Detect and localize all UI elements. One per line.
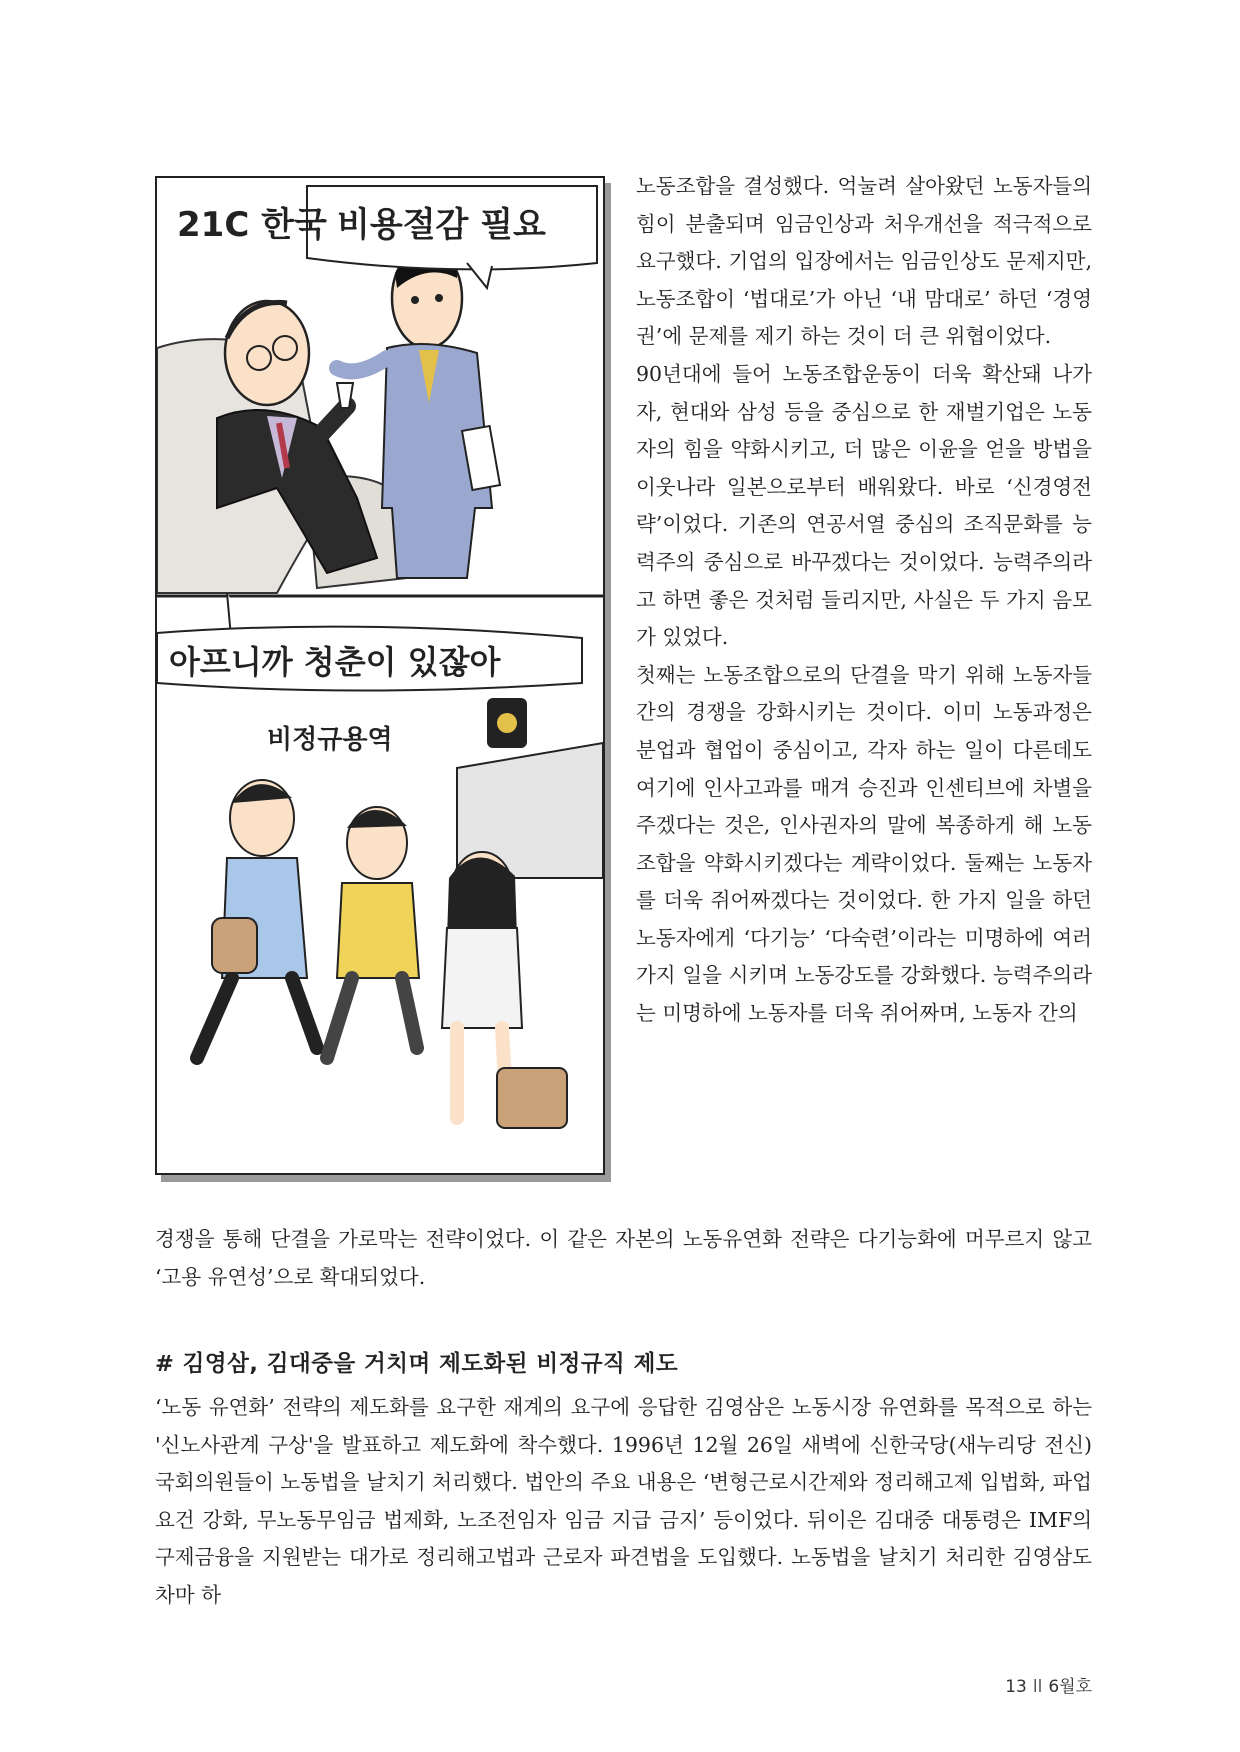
section-heading: # 김영삼, 김대중을 거치며 제도화된 비정규직 제도 [155, 1351, 679, 1377]
paragraph: 90년대에 들어 노동조합운동이 더욱 확산돼 나가자, 현대와 삼성 등을 중심으로 한 재벌기업은 노동자의 힘을 약화시키고, 더 많은 이윤을 얻을 방법을 이웃나라 일본으로부터 배워왔다. 바로 ‘신경영전략’이었다. 기존의 연공서열 중심의 조직문화를 능력주의 중심으로 바꾸겠다는 것이었다. 능력주의라고 하면 좋은 것처럼 들리지만, 사실은 두 가지 음모가 있었다. [636, 361, 1092, 650]
comic-panel-1 [157, 178, 603, 593]
comic-panel-2 [157, 593, 603, 1173]
page-footer [1005, 1672, 1092, 1697]
comic-speech-cost-cutting: 비용절감 필요 [337, 205, 546, 245]
paragraph: 첫째는 노동조합으로의 단결을 막기 위해 노동자들 간의 경쟁을 강화시키는 것이다. 이미 노동과정은 분업과 협업이 중심이고, 각자 하는 일이 다른데도 여기에 인사고과를 매겨 승진과 인센티브에 차별을 주겠다는 것은, 인사권자의 말에 복종하게 해 노동조합을 약화시키겠다는 계략이었다. 둘째는 노동자를 더욱 쥐어짜겠다는 것이었다. 한 가지 일을 하던 노동자에게 ‘다기능’ ‘다숙련’이라는 미명하에 여러 가지 일을 시키며 노동강도를 강화했다. 능력주의라는 미명하에 노동자를 더욱 쥐어짜며, 노동자 간의 [636, 662, 1092, 1026]
page-number: 13 [1005, 1677, 1027, 1697]
comic-caption-21c: 21C 한국 [177, 205, 327, 245]
comic-speech-youth: 아프니까 청춘이 있잖아 [169, 643, 501, 681]
full-width-text [155, 1221, 1092, 1296]
comic-illustration [155, 176, 605, 1175]
wrap-column-text [636, 168, 1092, 1033]
footer-separator: ll [1032, 1677, 1043, 1697]
section-body [155, 1389, 1092, 1615]
paragraph: 노동조합을 결성했다. 억눌려 살아왔던 노동자들의 힘이 분출되며 임금인상과 처우개선을 적극적으로 요구했다. 기업의 입장에서는 임금인상도 문제지만, 노동조합이 ‘법대로’가 아닌 ‘내 맘대로’ 하던 ‘경영권’에 문제를 제기 하는 것이 더 큰 위협이었다. [636, 174, 1092, 349]
comic-label-irregular-workers: 비정규용역 [267, 725, 393, 755]
paragraph: ‘노동 유연화’ 전략의 제도화를 요구한 재계의 요구에 응답한 김영삼은 노동시장 유연화를 목적으로 하는 '신노사관계 구상'을 발표하고 제도화에 착수했다. 1996년 12월 26일 새벽에 신한국당(새누리당 전신) 국회의원들이 노동법을 날치기 처리했다. 법안의 주요 내용은 ‘변형근로시간제와 정리해고제 입법화, 파업 요건 강화, 무노동무임금 법제화, 노조전임자 임금 지급 금지’ 등이었다. 뒤이은 김대중 대통령은 IMF의 구제금융을 지원받는 대가로 정리해고법과 근로자 파견법을 도입했다. 노동법을 날치기 처리한 김영삼도 차마 하 [155, 1395, 1092, 1607]
paragraph: 경쟁을 통해 단결을 가로막는 전략이었다. 이 같은 자본의 노동유연화 전략은 다기능화에 머무르지 않고 ‘고용 유연성’으로 확대되었다. [155, 1227, 1092, 1289]
issue-label: 6월호 [1048, 1677, 1092, 1697]
comic-artwork [157, 178, 603, 1173]
